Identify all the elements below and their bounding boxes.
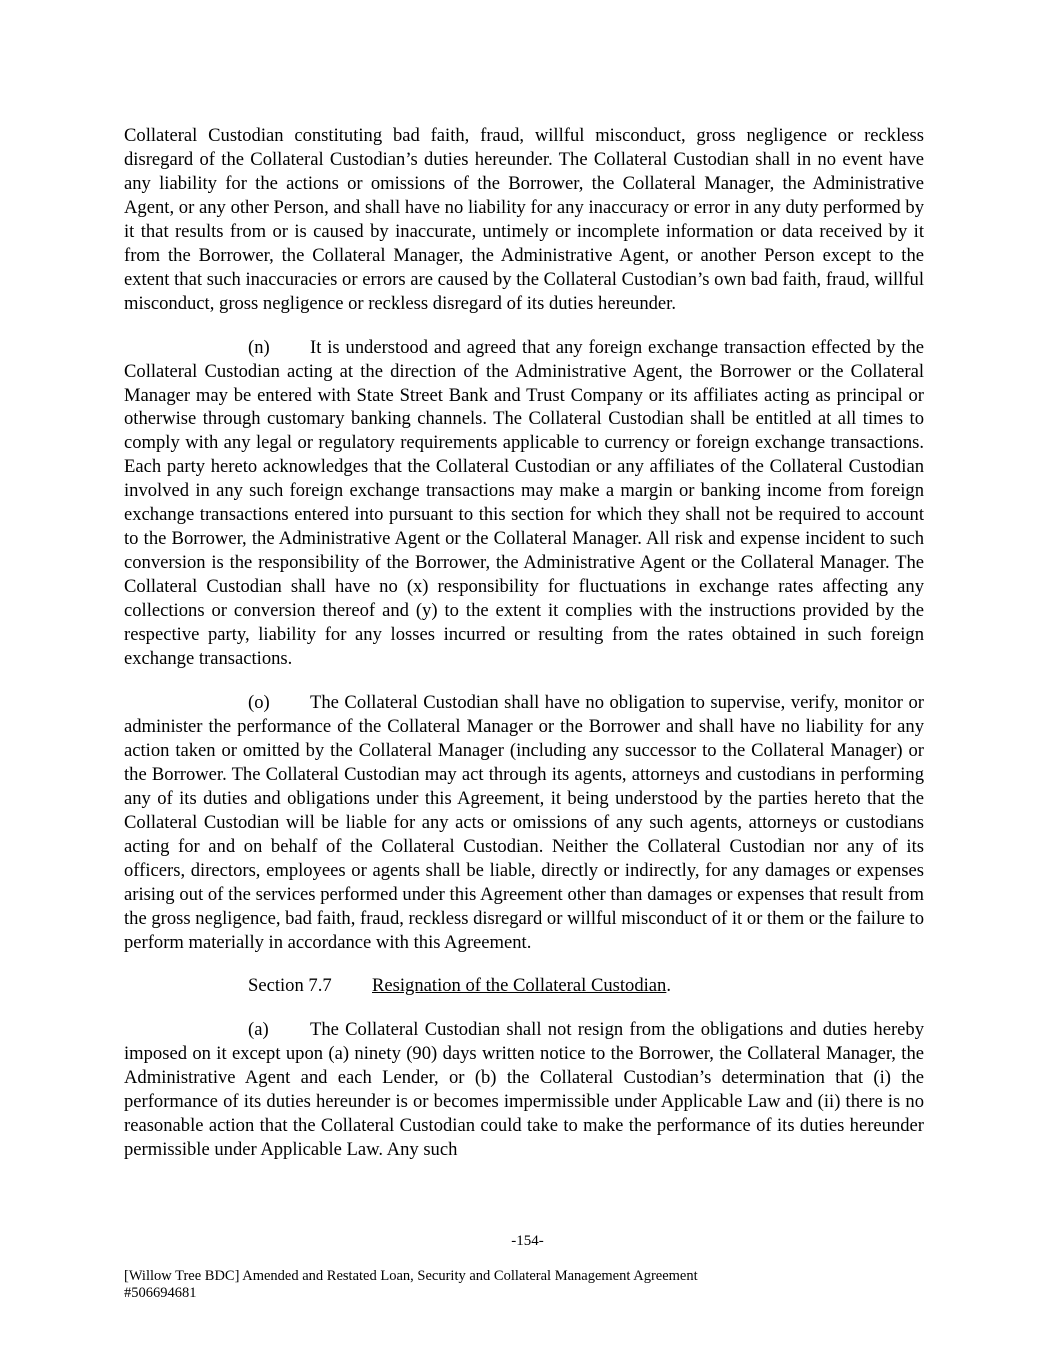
document-footer	[124, 1268, 698, 1302]
paragraph-o-text: The Collateral Custodian shall have no obligation to supervise, verify, monitor or administer the performance of the Collateral Manager or the Borrower and shall have no liability for any action taken or omitted by the Collateral Manager (including any successor to the Collateral Manager) or the Borrower. The Collateral Custodian may act through its agents, attorneys and custodians in performing any of its duties and obligations under this Agreement, it being understood by the parties hereto that the Collateral Custodian will be liable for any acts or omissions of any such agents, attorneys or custodians acting for and on behalf of the Collateral Custodian. Neither the Collateral Custodian nor any of its officers, directors, employees or agents shall be liable, directly or indirectly, for any damages or expenses arising out of the services performed under this Agreement other than damages or expenses that result from the gross negligence, bad faith, fraud, reckless disregard or willful misconduct of it or them or the failure to perform materially in accordance with this Agreement.	[124, 691, 924, 953]
paragraph-a-text: The Collateral Custodian shall not resign from the obligations and duties hereby imposed on it except upon (a) ninety (90) days written notice to the Borrower, the Collateral Manager, the Administrative Agent and each Lender, or (b) the Collateral Custodian’s determination that (i) the performance of its duties hereunder is or becomes impermissible under Applicable Law and (ii) there is no reasonable action that the Collateral Custodian could take to make the performance of its duties hereunder permissible under Applicable Law. Any such	[124, 1019, 924, 1161]
footer-doc-id: #506694681	[124, 1285, 197, 1301]
footer-title: [Willow Tree BDC] Amended and Restated Loan, Security and Collateral Management Agreement	[124, 1268, 698, 1284]
paragraph-n	[124, 336, 924, 671]
section-heading	[124, 974, 924, 998]
paragraph-a	[124, 1018, 924, 1162]
paragraph-n-label: (n)	[248, 336, 270, 358]
section-title-period: .	[666, 975, 672, 997]
paragraph-o	[124, 691, 924, 954]
paragraph-continuation: Collateral Custodian constituting bad faith, fraud, willful misconduct, gross negligence or reckless disregard of the Collateral Custodian’s duties hereunder. The Collateral Custodian shall in no event have any liability for the actions or omissions of the Borrower, the Collateral Manager, the Administrative Agent, or any other Person, and shall have no liability for any inaccuracy or error in any duty performed by it that results from or is caused by inaccurate, untimely or incomplete information or data received by it from the Borrower, the Collateral Manager, the Administrative Agent, or another Person except to the extent that such inaccuracies or errors are caused by the Collateral Custodian’s own bad faith, fraud, willful misconduct, gross negligence or reckless disregard of its duties hereunder.	[124, 125, 924, 314]
paragraph-a-label: (a)	[248, 1019, 269, 1041]
document-body	[124, 124, 924, 1182]
paragraph-n-text: It is understood and agreed that any foreign exchange transaction effected by the Collateral Custodian acting at the direction of the Administrative Agent, the Borrower or the Collateral Manager may be entered with State Street Bank and Trust Company or its affiliates acting as principal or otherwise through customary banking channels. The Collateral Custodian shall be entitled at all times to comply with any legal or regulatory requirements applicable to currency or foreign exchange transactions. Each party hereto acknowledges that the Collateral Custodian or any affiliates of the Collateral Custodian involved in any such foreign exchange transactions may make a margin or banking income from foreign exchange transactions entered into pursuant to this section for which they shall not be required to account to the Borrower, the Administrative Agent or the Collateral Manager. All risk and expense incident to such conversion is the responsibility of the Borrower, the Administrative Agent or the Collateral Manager. The Collateral Custodian shall have no (x) responsibility for fluctuations in exchange rates affecting any collections or conversion thereof and (y) to the extent it complies with the instructions provided by the respective party, liability for any losses incurred or resulting from the rates obtained in such foreign exchange transactions.	[124, 336, 924, 670]
paragraph-o-label: (o)	[248, 691, 270, 713]
section-title: Resignation of the Collateral Custodian	[372, 975, 667, 997]
section-number: Section 7.7	[248, 975, 332, 997]
page-number: -154-	[511, 1233, 544, 1249]
